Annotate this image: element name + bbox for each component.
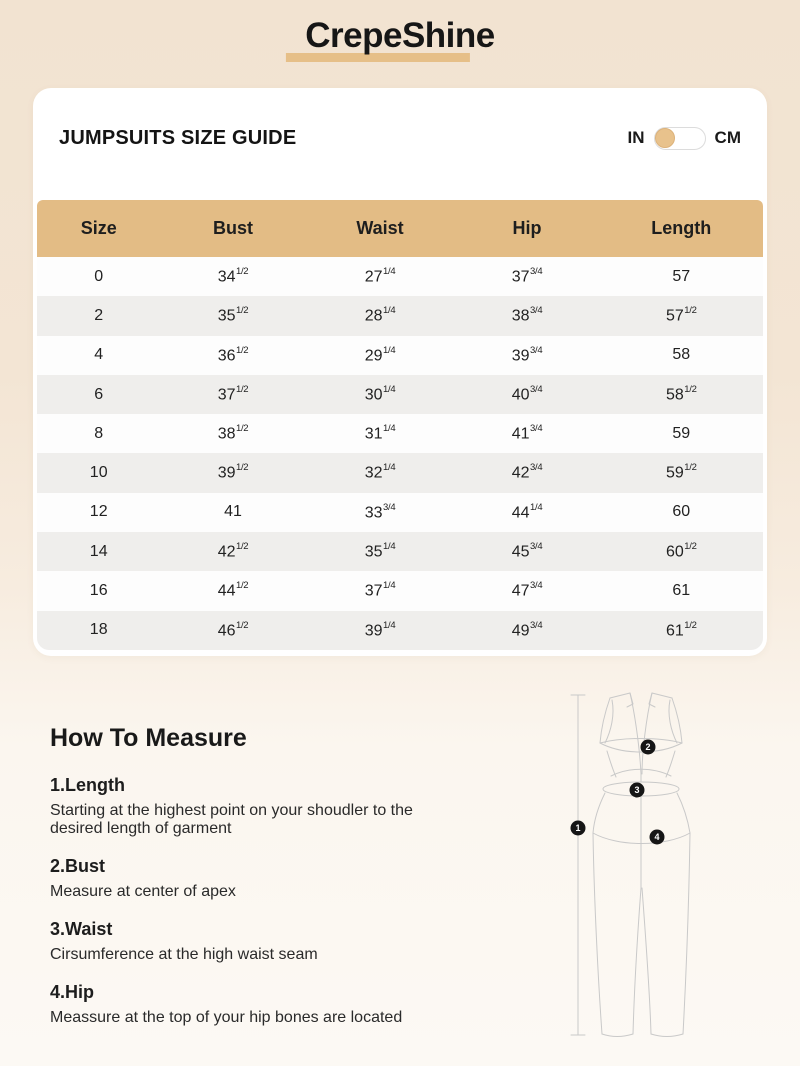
table-cell: $41^{3/4}$ — [511, 423, 543, 443]
table-cell: $28^{1/4}$ — [364, 305, 396, 325]
table-cell: 4 — [94, 346, 104, 364]
table-row — [37, 257, 763, 296]
measure-item — [50, 775, 520, 838]
table-cell: $29^{1/4}$ — [364, 344, 396, 364]
table-cell: $44^{1/2}$ — [217, 580, 249, 600]
table-cell: 0 — [94, 267, 104, 285]
table-cell: $35^{1/2}$ — [217, 305, 249, 325]
measure-item — [50, 919, 520, 964]
table-row — [37, 336, 763, 375]
table-row — [37, 375, 763, 414]
table-cell: $60^{1/2}$ — [665, 541, 697, 561]
measure-items — [50, 775, 520, 1027]
jumpsuit-measurement-diagram — [553, 683, 753, 1058]
measure-item-title: 4.Hip — [50, 982, 95, 1003]
table-cell: $30^{1/4}$ — [364, 383, 396, 404]
table-row — [37, 414, 763, 453]
table-cell: $44^{1/4}$ — [511, 501, 543, 522]
jumpsuit-line-art — [553, 683, 753, 1058]
measure-item-title: 1.Length — [50, 775, 125, 795]
unit-label-cm: CM — [714, 128, 741, 147]
column-header-waist: Waist — [356, 218, 404, 238]
unit-label-in: IN — [627, 128, 645, 147]
table-cell: $46^{1/2}$ — [217, 619, 249, 639]
table-cell: 61 — [672, 582, 691, 600]
measure-item-description: Cirsumference at the high waist seam — [50, 946, 318, 964]
table-row — [37, 611, 763, 650]
table-cell: 14 — [89, 542, 108, 560]
measure-item-description: Starting at the highest point on your shoudler to the desired length of garment — [50, 802, 413, 838]
unit-toggle-switch[interactable] — [654, 127, 706, 150]
table-cell: $47^{3/4}$ — [511, 580, 543, 600]
table-cell: $32^{1/4}$ — [364, 462, 396, 482]
table-cell: 16 — [89, 582, 108, 600]
table-cell: $27^{1/4}$ — [364, 265, 396, 286]
table-cell: $31^{1/4}$ — [364, 423, 396, 443]
table-cell: $42^{1/2}$ — [217, 541, 249, 561]
how-to-measure-section — [50, 724, 520, 1045]
table-cell: 60 — [672, 503, 691, 521]
size-table-header-row — [37, 200, 763, 257]
measure-item-description: Measure at center of apex — [50, 883, 236, 901]
length-line — [571, 695, 585, 1035]
table-cell: $37^{3/4}$ — [511, 265, 543, 286]
table-cell: 10 — [89, 464, 108, 482]
table-cell: 2 — [94, 306, 104, 324]
table-cell: $57^{1/2}$ — [665, 305, 697, 325]
measure-item — [50, 856, 520, 901]
size-table — [37, 200, 763, 650]
table-cell: $37^{1/2}$ — [217, 383, 249, 404]
column-header-size: Size — [80, 218, 117, 238]
svg-text:3: 3 — [634, 785, 640, 796]
table-cell: $58^{1/2}$ — [665, 383, 697, 404]
column-header-hip: Hip — [512, 218, 542, 238]
table-cell: $36^{1/2}$ — [217, 344, 249, 364]
how-to-measure-title: How To Measure — [50, 724, 247, 752]
column-header-bust: Bust — [213, 218, 253, 238]
measure-item-description: Meassure at the top of your hip bones are located — [50, 1009, 403, 1027]
table-cell: $39^{1/2}$ — [217, 462, 249, 482]
table-cell: 59 — [672, 424, 691, 442]
table-cell: $40^{3/4}$ — [511, 383, 543, 404]
table-cell: $33^{3/4}$ — [364, 501, 396, 522]
brand-title: CrepeShine — [305, 16, 495, 55]
brand-header — [0, 16, 800, 72]
table-cell: $37^{1/4}$ — [364, 580, 396, 600]
svg-text:1: 1 — [575, 823, 581, 834]
marker-4-hip-badge — [650, 830, 665, 845]
table-cell: 6 — [94, 385, 104, 403]
marker-3-waist-badge — [630, 783, 645, 798]
size-guide-title: JUMPSUITS SIZE GUIDE — [59, 126, 297, 149]
table-cell: $38^{1/2}$ — [217, 423, 249, 443]
table-cell: $59^{1/2}$ — [665, 462, 697, 482]
table-cell: 18 — [89, 621, 108, 639]
size-guide-card — [33, 88, 767, 656]
table-cell: 12 — [89, 503, 108, 521]
measure-item-title: 3.Waist — [50, 919, 113, 940]
table-cell: 57 — [672, 267, 691, 285]
table-row — [37, 453, 763, 492]
card-header — [33, 88, 767, 158]
table-row — [37, 571, 763, 610]
table-cell: $38^{3/4}$ — [511, 305, 543, 325]
table-cell: 41 — [224, 503, 242, 521]
table-row — [37, 296, 763, 335]
table-cell: $35^{1/4}$ — [364, 541, 396, 561]
measure-item-title: 2.Bust — [50, 856, 106, 877]
marker-2-bust-badge — [641, 740, 656, 755]
table-cell: $45^{3/4}$ — [511, 541, 543, 561]
table-cell: 58 — [672, 346, 691, 364]
table-cell: $39^{3/4}$ — [511, 344, 543, 364]
table-cell: 8 — [94, 424, 104, 442]
table-cell: $49^{3/4}$ — [511, 619, 543, 639]
table-cell: $61^{1/2}$ — [665, 619, 697, 639]
table-row — [37, 493, 763, 532]
marker-1-length-badge — [571, 821, 586, 836]
unit-toggle — [628, 127, 741, 150]
table-cell: $39^{1/4}$ — [364, 619, 396, 639]
table-cell: $42^{3/4}$ — [511, 462, 543, 482]
measure-item — [50, 982, 520, 1027]
svg-text:4: 4 — [654, 832, 660, 843]
toggle-knob-icon — [655, 128, 675, 148]
table-cell: $34^{1/2}$ — [217, 265, 249, 286]
table-row — [37, 532, 763, 571]
column-header-length: Length — [651, 218, 712, 238]
size-table-body — [37, 257, 763, 650]
svg-text:2: 2 — [645, 742, 651, 753]
